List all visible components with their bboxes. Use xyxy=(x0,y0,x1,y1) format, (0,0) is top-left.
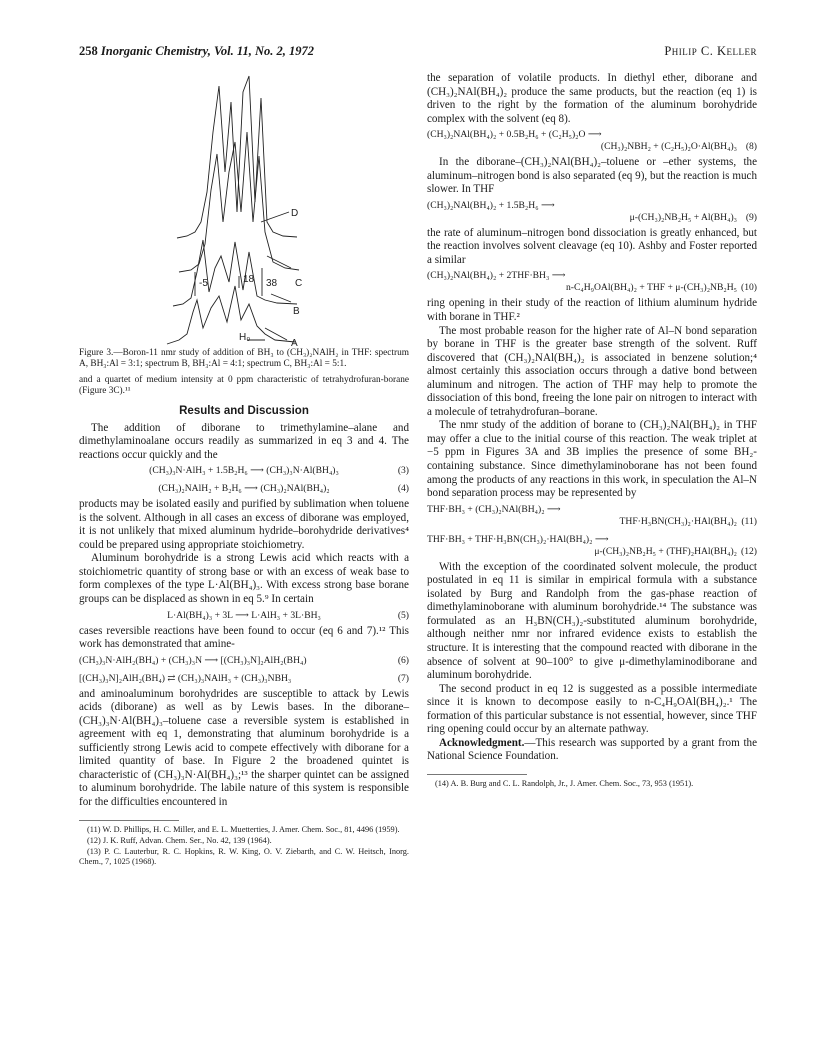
section-heading: Results and Discussion xyxy=(179,405,309,417)
equation-9: (CH₃)₂NAl(BH₄)₂ + 1.5B₂H₆ ⟶ μ-(CH₃)₂NB₂H₅ + Al(BH₄)₃ (9) xyxy=(427,199,757,223)
paragraph: With the exception of the coordinated solvent molecule, the product postulated in eq 11 is similar in empirical formula with a substance isolated by Burg and Randolph from the gas-phase reaction of dimethylaminoborane with aluminum borohydride.¹⁴ The substance was formulated as an H₃BN(CH₃)₂-substituted aluminum borohydride, although neither nmr nor infrared evidence exists to establish the structure. It is interesting that the compound reacted with diborane in the absence of solvent at 90–100° to give μ-dimethylaminodiborane and aluminum borohydride. xyxy=(427,560,757,682)
paragraph: The nmr study of the addition of borane to (CH₃)₂NAl(BH₄)₂ in THF may offer a clue to the initial course of this reaction. The weak triplet at −5 ppm in Figures 3A and 3B implies the presence of some BH₂-containing substance. Since dimethylaminoborane has not been found among the products of any reactions in this work, in speculation the Al–N bond separation process may be represented by xyxy=(427,419,757,500)
equation-4: (CH₃)₂NAlH₂ + B₂H₆ ⟶ (CH₃)₂NAl(BH₄)₂ (4) xyxy=(158,483,409,495)
footnotes-right xyxy=(427,774,757,789)
footnote-rule xyxy=(79,820,179,821)
equation-5: L·Al(BH₄)₃ + 3L ⟶ L·AlH₃ + 3L·BH₃ (5) xyxy=(167,609,409,621)
peak-label-minus5: -5 xyxy=(199,278,208,289)
journal-citation: Inorganic Chemistry, Vol. 11, No. 2, 1972 xyxy=(100,44,314,58)
label-spectrum-b: B xyxy=(293,306,300,317)
footnote: (12) J. K. Ruff, Advan. Chem. Ser., No. 42, 139 (1964). xyxy=(87,835,272,845)
equation-3: (CH₃)₃N·AlH₃ + 1.5B₂H₆ ⟶ (CH₃)₃N·Al(BH₄)₃ (3) xyxy=(149,465,409,477)
paragraph: Aluminum borohydride is a strong Lewis acid which reacts with a stoichiometric quantity of strong base or with an excess of weak base to form complexes of the type L·Al(BH₄)₃. With excess strong base borane groups can be displaced as shown in eq 5.⁹ In certain xyxy=(79,552,409,606)
nmr-spectra-plot xyxy=(79,72,409,346)
footnote-rule xyxy=(427,774,527,775)
paragraph: cases reversible reactions have been found to occur (eq 6 and 7).¹² This work has demonstrated that amine- xyxy=(79,624,409,651)
acknowledgment xyxy=(427,737,757,764)
paragraph: products may be isolated easily and purified by sublimation when toluene is the solvent. Although in all cases an excess of diborane was employed, it is not unlikely that mixed aluminum hydride–borohydride derivatives⁴ could be prepared using appropriate stoichiometry. xyxy=(79,498,409,551)
equation-7: [(CH₃)₃N]₂AlH₂(BH₄) ⇄ (CH₃)₃NAlH₃ + (CH₃)₃NBH₃ (7) xyxy=(79,672,409,684)
equation-11: THF·BH₃ + (CH₃)₂NAl(BH₄)₂ ⟶ THF·H₃BN(CH₃)₂·HAl(BH₄)₂ (11) xyxy=(427,503,757,527)
peak-label-18: 18 xyxy=(243,274,255,285)
nmr-figure xyxy=(79,72,409,346)
spectrum-b-trace xyxy=(173,240,297,306)
equation-6: (CH₃)₃N·AlH₂(BH₄) + (CH₃)₃N ⟶ [(CH₃)₃N]₂AlH₂(BH₄) (6) xyxy=(79,654,409,666)
footnote: (11) W. D. Phillips, H. C. Miller, and E. L. Muetterties, J. Amer. Chem. Soc., 81, 4496 (1959). xyxy=(87,824,400,834)
paragraph: In the diborane–(CH₃)₂NAl(BH₄)₂–toluene or –ether systems, the aluminum–nitrogen bond is also separated (eq 9), but the reaction is much slower. In THF xyxy=(427,156,757,196)
page-number: 258 xyxy=(79,44,98,58)
footnote: (14) A. B. Burg and C. L. Randolph, Jr., J. Amer. Chem. Soc., 73, 953 (1951). xyxy=(435,778,694,788)
header-left xyxy=(79,44,314,59)
paragraph: The most probable reason for the higher rate of Al–N bond separation by borane in THF is the greater base strength of the solvent. Ruff discovered that (CH₃)₂NAl(BH₄)₂ is associated in benzene solution;⁴ almost certainly this association occurs through a dative bond between aluminum and nitrogen. The action of THF may help to promote the dissociation of this bond, freeing the lone pair on nitrogen to interact with a molecule of tetrahydrofuran–borane. xyxy=(427,324,757,418)
spectrum-a-trace xyxy=(167,286,295,344)
paragraph: ring opening in their study of the reaction of lithium aluminum hydride with borane in THF.² xyxy=(427,297,757,324)
equation-12: THF·BH₃ + THF·H₃BN(CH₃)₂·HAl(BH₄)₂ ⟶ μ-(CH₃)₂NB₂H₅ + (THF)₂HAl(BH₄)₂ (12) xyxy=(427,533,757,557)
paragraph: The addition of diborane to trimethylamine–alane and dimethylaminoalane occurs readily as summarized in eq 3 and 4. The reactions occur quickly and the xyxy=(79,421,409,461)
equation-10: (CH₃)₂NAl(BH₄)₂ + 2THF·BH₃ ⟶ n-C₄H₉OAl(BH₄)₂ + THF + μ-(CH₃)₂NB₂H₅ (10) xyxy=(427,270,757,294)
acknowledgment-heading: Acknowledgment. xyxy=(439,736,525,749)
left-column xyxy=(79,72,409,868)
label-spectrum-c: C xyxy=(295,278,303,289)
spectrum-c-trace xyxy=(179,132,299,272)
paragraph: The second product in eq 12 is suggested as a possible intermediate since it is known to decompose easily to n-C₄H₉OAl(BH₄)₂.¹ The formation of this particular substance is not essential, however, since THF ring opening could occur by an alternate pathway. xyxy=(427,682,757,736)
footnote: (13) P. C. Lauterbur, R. C. Hopkins, R. W. King, O. V. Ziebarth, and C. W. Heitsch, Inorg. Chem., 7, 1025 (1968). xyxy=(79,846,409,866)
equation-8: (CH₃)₂NAl(BH₄)₂ + 0.5B₂H₆ + (C₂H₅)₂O ⟶ (CH₃)₂NBH₂ + (C₂H₅)₂O·Al(BH₄)₃ (8) xyxy=(427,129,757,153)
running-author: Philip C. Keller xyxy=(664,44,757,58)
page-header xyxy=(79,44,757,60)
label-spectrum-a: A xyxy=(291,338,298,346)
acknowledgment-text: —This research was supported by a grant from the National Science Foundation. xyxy=(427,736,757,763)
paragraph: the separation of volatile products. In diethyl ether, diborane and (CH₃)₂NAl(BH₄)₂ produce the same products, but the reaction (eq 1) is driven to the right by the formation of the aluminum borohydride complex with the solvent (eq 8). xyxy=(427,72,757,125)
label-spectrum-d: D xyxy=(291,208,299,219)
figure-caption: Figure 3.—Boron-11 nmr study of addition of BH₃ to (CH₃)₂NAlH₂ in THF: spectrum A, BH₃:Al = 3:1; spectrum B, BH₃:Al = 4:1; spectrum C, BH₃:Al = 5:1. xyxy=(79,348,409,369)
paragraph: and aminoaluminum borohydrides are susceptible to attack by Lewis acids (diborane) as well as by Lewis bases. In the diborane–(CH₃)₃N·Al(BH₄)₃–toluene case a reversible system is established in agreement with eq 1, demonstrating that aluminum borohydride is a sufficiently strong Lewis acid to compete effectively with diborane for a limited quantity of base. In Figure 2 the broadened quintet is characteristic of (CH₃)₃N·Al(BH₄)₃;¹³ the sharper quintet can be assigned to aluminum borohydride. The labile nature of this system is responsible for the difficulties encountered in xyxy=(79,687,409,809)
paragraph: and a quartet of medium intensity at 0 ppm characteristic of tetrahydrofuran-borane (Figure 3C).¹¹ xyxy=(79,375,409,396)
peak-label-38: 38 xyxy=(266,278,278,289)
paragraph: the rate of aluminum–nitrogen bond dissociation is greatly enhanced, but the reaction involves solvent cleavage (eq 10). Ashby and Foster reported a similar xyxy=(427,226,757,266)
footnotes-left xyxy=(79,820,409,867)
field-direction-label: H₀ xyxy=(239,332,251,343)
right-column xyxy=(427,72,757,790)
spectrum-d-trace xyxy=(177,76,297,238)
